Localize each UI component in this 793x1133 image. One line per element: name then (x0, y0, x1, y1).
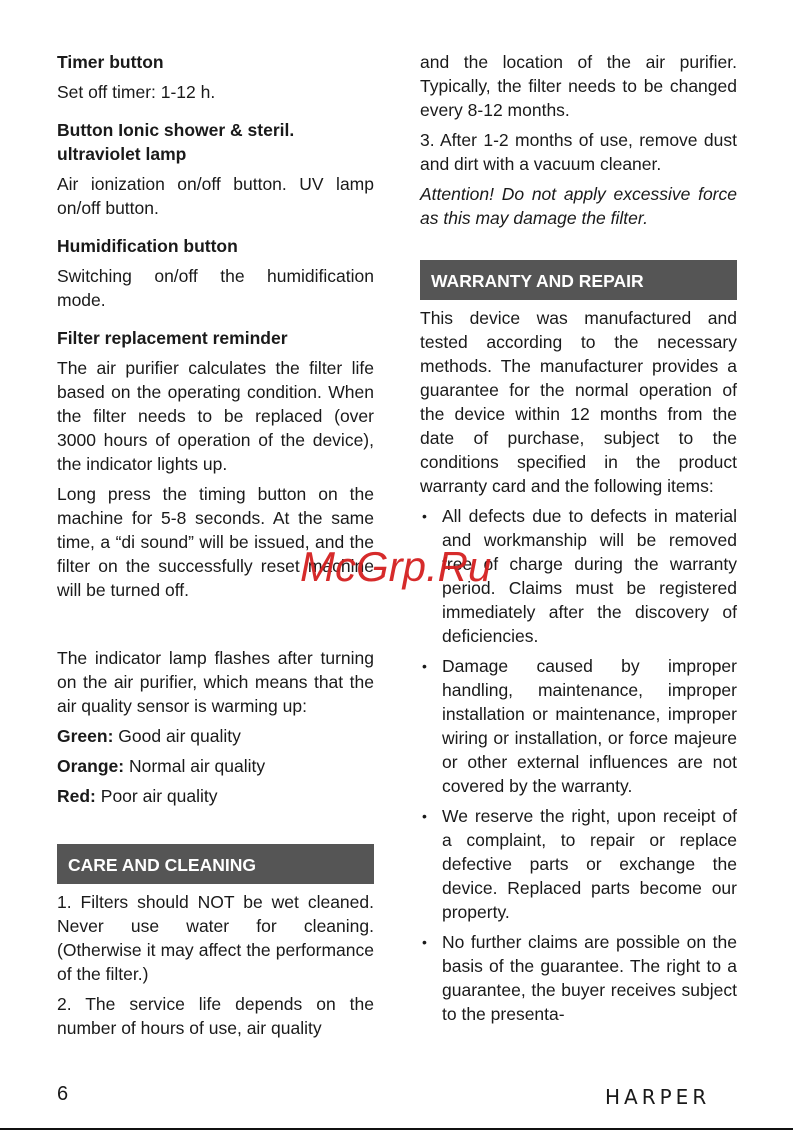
warranty-bullet (420, 804, 737, 924)
filter-text-2: Long press the timing button on the machine for 5-8 seconds. At the same time, a “di sound” will be issued, and the filter on the successfully reset machine will be turned off. (57, 484, 374, 600)
care-item-2: 2. The service life depends on the number of hours of use, air quality (57, 994, 374, 1038)
warranty-intro: This device was manufactured and tested according to the necessary methods. The manufacturer provides a guarantee for the normal operation of the device within 12 months from the date of purchase, subject to the conditions specified in the product warranty card and the following items: (420, 308, 737, 496)
ionic-heading: Button Ionic shower & steril. ultraviolet lamp (57, 120, 295, 164)
quality-orange-text: Normal air quality (128, 756, 266, 776)
quality-green-label: Green: (57, 726, 114, 746)
timer-heading: Timer button (57, 52, 164, 72)
humid-heading: Humidification button (57, 236, 238, 256)
quality-red-text: Poor air quality (100, 786, 218, 806)
quality-green-text: Good air quality (118, 726, 241, 746)
warranty-bullet-text: Damage caused by improper handling, maintenance, improper installation or maintenance, improper wiring or installation, or force majeure or other external influences are not covered by the warranty. (442, 656, 737, 796)
ionic-text: Air ionization on/off button. UV lamp on/off button. (57, 174, 374, 218)
warranty-bullet-text: We reserve the right, upon receipt of a complaint, to repair or replace defective parts or exchange the device. Replaced parts become our property. (442, 806, 737, 922)
right-column (420, 50, 737, 1032)
bullet-dot-icon: • (422, 658, 427, 674)
quality-red-label: Red: (57, 786, 96, 806)
humid-text: Switching on/off the humidification mode. (57, 266, 374, 310)
quality-orange (57, 754, 374, 778)
warranty-bullet-text: No further claims are possible on the basis of the guarantee. The right to a guarantee, the buyer receives subject to the presenta- (442, 932, 737, 1024)
warranty-bullet-text: All defects due to defects in material and workmanship will be removed free of charge during the warranty period. Claims must be registered immediately after the discovery of deficiencies. (442, 506, 737, 646)
quality-red (57, 784, 374, 808)
warranty-banner: WARRANTY AND REPAIR (420, 260, 737, 300)
bullet-dot-icon: • (422, 934, 427, 950)
warranty-bullet (420, 654, 737, 798)
filter-heading: Filter replacement reminder (57, 328, 288, 348)
care-item-1: 1. Filters should NOT be wet cleaned. Never use water for cleaning. (Otherwise it may affect the performance of the filter.) (57, 892, 374, 984)
filter-text-1: The air purifier calculates the filter life based on the operating condition. When the filter needs to be replaced (over 3000 hours of operation of the device), the indicator lights up. (57, 358, 374, 474)
bullet-dot-icon: • (422, 508, 427, 524)
bullet-dot-icon: • (422, 808, 427, 824)
warranty-bullet (420, 930, 737, 1026)
indicator-text: The indicator lamp flashes after turning on the air purifier, which means that the air quality sensor is warming up: (57, 648, 374, 716)
quality-green (57, 724, 374, 748)
page-number: 6 (57, 1083, 69, 1105)
care-banner: CARE AND CLEANING (57, 844, 374, 884)
care-item-3: 3. After 1-2 months of use, remove dust and dirt with a vacuum cleaner. (420, 130, 737, 174)
watermark: McGrp.Ru (300, 543, 492, 590)
brand-logo: HARPER (605, 1085, 711, 1109)
quality-orange-label: Orange: (57, 756, 125, 776)
timer-text: Set off timer: 1-12 h. (57, 82, 216, 102)
bottom-rule (0, 1128, 793, 1130)
care-continued: and the location of the air purifier. Typically, the filter needs to be changed every 8-12 months. (420, 52, 737, 120)
attention-note: Attention! Do not apply excessive force as this may damage the filter. (420, 184, 737, 228)
